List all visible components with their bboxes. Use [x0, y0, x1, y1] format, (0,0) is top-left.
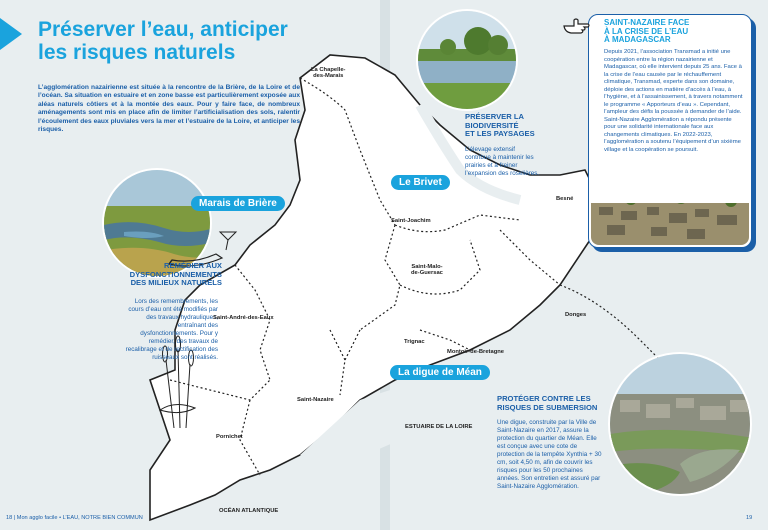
place-saint-andre: Saint-André-des-Eaux	[213, 315, 274, 321]
title-accent-triangle	[0, 18, 22, 50]
pill-marais-de-briere: Marais de Brière	[191, 196, 285, 211]
heading-line: DYSFONCTIONNEMENTS	[129, 269, 222, 279]
place-trignac: Trignac	[404, 339, 425, 345]
heading-line: ET LES PAYSAGES	[465, 129, 535, 139]
madagascar-village-photo	[591, 203, 749, 245]
place-besne: Besné	[556, 196, 574, 202]
place-label: de-Guersac	[411, 270, 443, 276]
heading-line: PRÉSERVER LA	[465, 112, 524, 121]
madagascar-card	[588, 14, 752, 248]
place-label: des-Marais	[313, 73, 344, 79]
footer-left: 18 | Mon agglo facile • L’EAU, NOTRE BIEN COMMUN	[6, 515, 143, 521]
heading-line: À MADAGASCAR	[604, 35, 671, 45]
title-line-2: les risques naturels	[38, 41, 236, 64]
place-saint-joachim: Saint-Joachim	[391, 218, 431, 224]
heading-line: RISQUES DE SUBMERSION	[497, 402, 598, 412]
place-saint-nazaire: Saint-Nazaire	[297, 397, 334, 403]
digue-mean-photo	[608, 352, 752, 496]
place-label: La Chapelle-	[311, 67, 346, 73]
hand-pointer-icon	[562, 14, 592, 36]
place-estuaire: ESTUAIRE DE LA LOIRE	[405, 424, 473, 430]
place-ocean: OCÉAN ATLANTIQUE	[219, 508, 279, 514]
page-title	[38, 18, 338, 64]
section-heading-biodiversite	[465, 113, 575, 139]
heading-line: DES MILIEUX NATURELS	[130, 278, 222, 288]
section-heading-remedier	[86, 262, 222, 288]
intro-paragraph: L’agglomération nazairienne est située à la rencontre de la Brière, de la Loire et de l’océan. Sa situation en estuaire et en zone basse est particulièrement exposée aux aléas naturels côtiers et à la montée des eaux. Pour y faire face, de nombreux aménagements sont mis en place afin de limiter l’artificialisation des sols, ralentir l’écoulement des eaux pluviales vers la mer et l’estuaire de la Loire, et anticiper les risques.	[38, 84, 300, 134]
section-text-remedier: Lors des remembrements, les cours d’eau ont été modifiés par des travaux hydrauliques, entraînant des dysfonctionnements. Pour y remédier, des travaux de recalibrage et de rectification des ruisseaux sont réalisés.	[125, 298, 218, 361]
heading-line: SAINT-NAZAIRE FACE	[604, 18, 690, 27]
heading-line: À LA CRISE DE L’EAU	[604, 26, 689, 36]
place-montoir: Montoir-de-Bretagne	[447, 349, 505, 355]
place-pornichet: Pornichet	[216, 434, 243, 440]
heading-line: REMÉDIER AUX	[164, 261, 222, 270]
card-text: Depuis 2021, l’association Transmad a initié une coopération entre la région nazairienne et Madagascar, où elle intervient depuis 25 ans. Face à la crise de l’eau causée par le réchauffement climatique, Transmad, experte dans son domaine, déploie des actions en matière d’accès à l’eau, à l’hygiène, et à l’assainissement, à travers notamment le programme « Apporteurs d’eau ». Cependant, l’ampleur des défis la poussée à demander de l’aide. Saint-Nazaire Agglomération a répondu présente pour une solidarité internationale face aux changements climatiques. En 2022-2023, l’agglomération a soutenu l’équipement d’un sixième village et la coopération se poursuit.	[604, 49, 743, 153]
pill-le-brivet: Le Brivet	[391, 175, 450, 190]
place-label: Saint-Malo-	[411, 264, 443, 270]
place-donges: Donges	[565, 312, 587, 318]
section-text-biodiversite: L’élevage extensif contribue à maintenir les prairies et à freiner l’expansion des roselières.	[465, 146, 540, 177]
footer-right-page-number: 19	[746, 515, 753, 521]
section-text-submersion: Une digue, construite par la Ville de Saint-Nazaire en 2017, assure la protection du quartier de Méan. Elle est conçue avec une cote de protection de la tempête Xynthia + 30 cm, soit 4,50 m, afin de couvrir les risques pour les 50 prochaines années. Son entretien est assuré par Saint-Nazaire Agglomération.	[497, 419, 602, 490]
section-heading-submersion	[497, 395, 627, 412]
brivet-landscape-photo	[416, 9, 518, 111]
place-saint-malo	[411, 264, 443, 276]
heading-line: BIODIVERSITÉ	[465, 120, 519, 130]
title-line-1: Préserver l’eau, anticiper	[38, 18, 288, 41]
pill-la-digue-de-mean: La digue de Méan	[390, 365, 490, 380]
heading-line: PROTÉGER CONTRE LES	[497, 394, 591, 403]
card-heading	[604, 19, 744, 45]
place-la-chapelle	[311, 67, 345, 79]
